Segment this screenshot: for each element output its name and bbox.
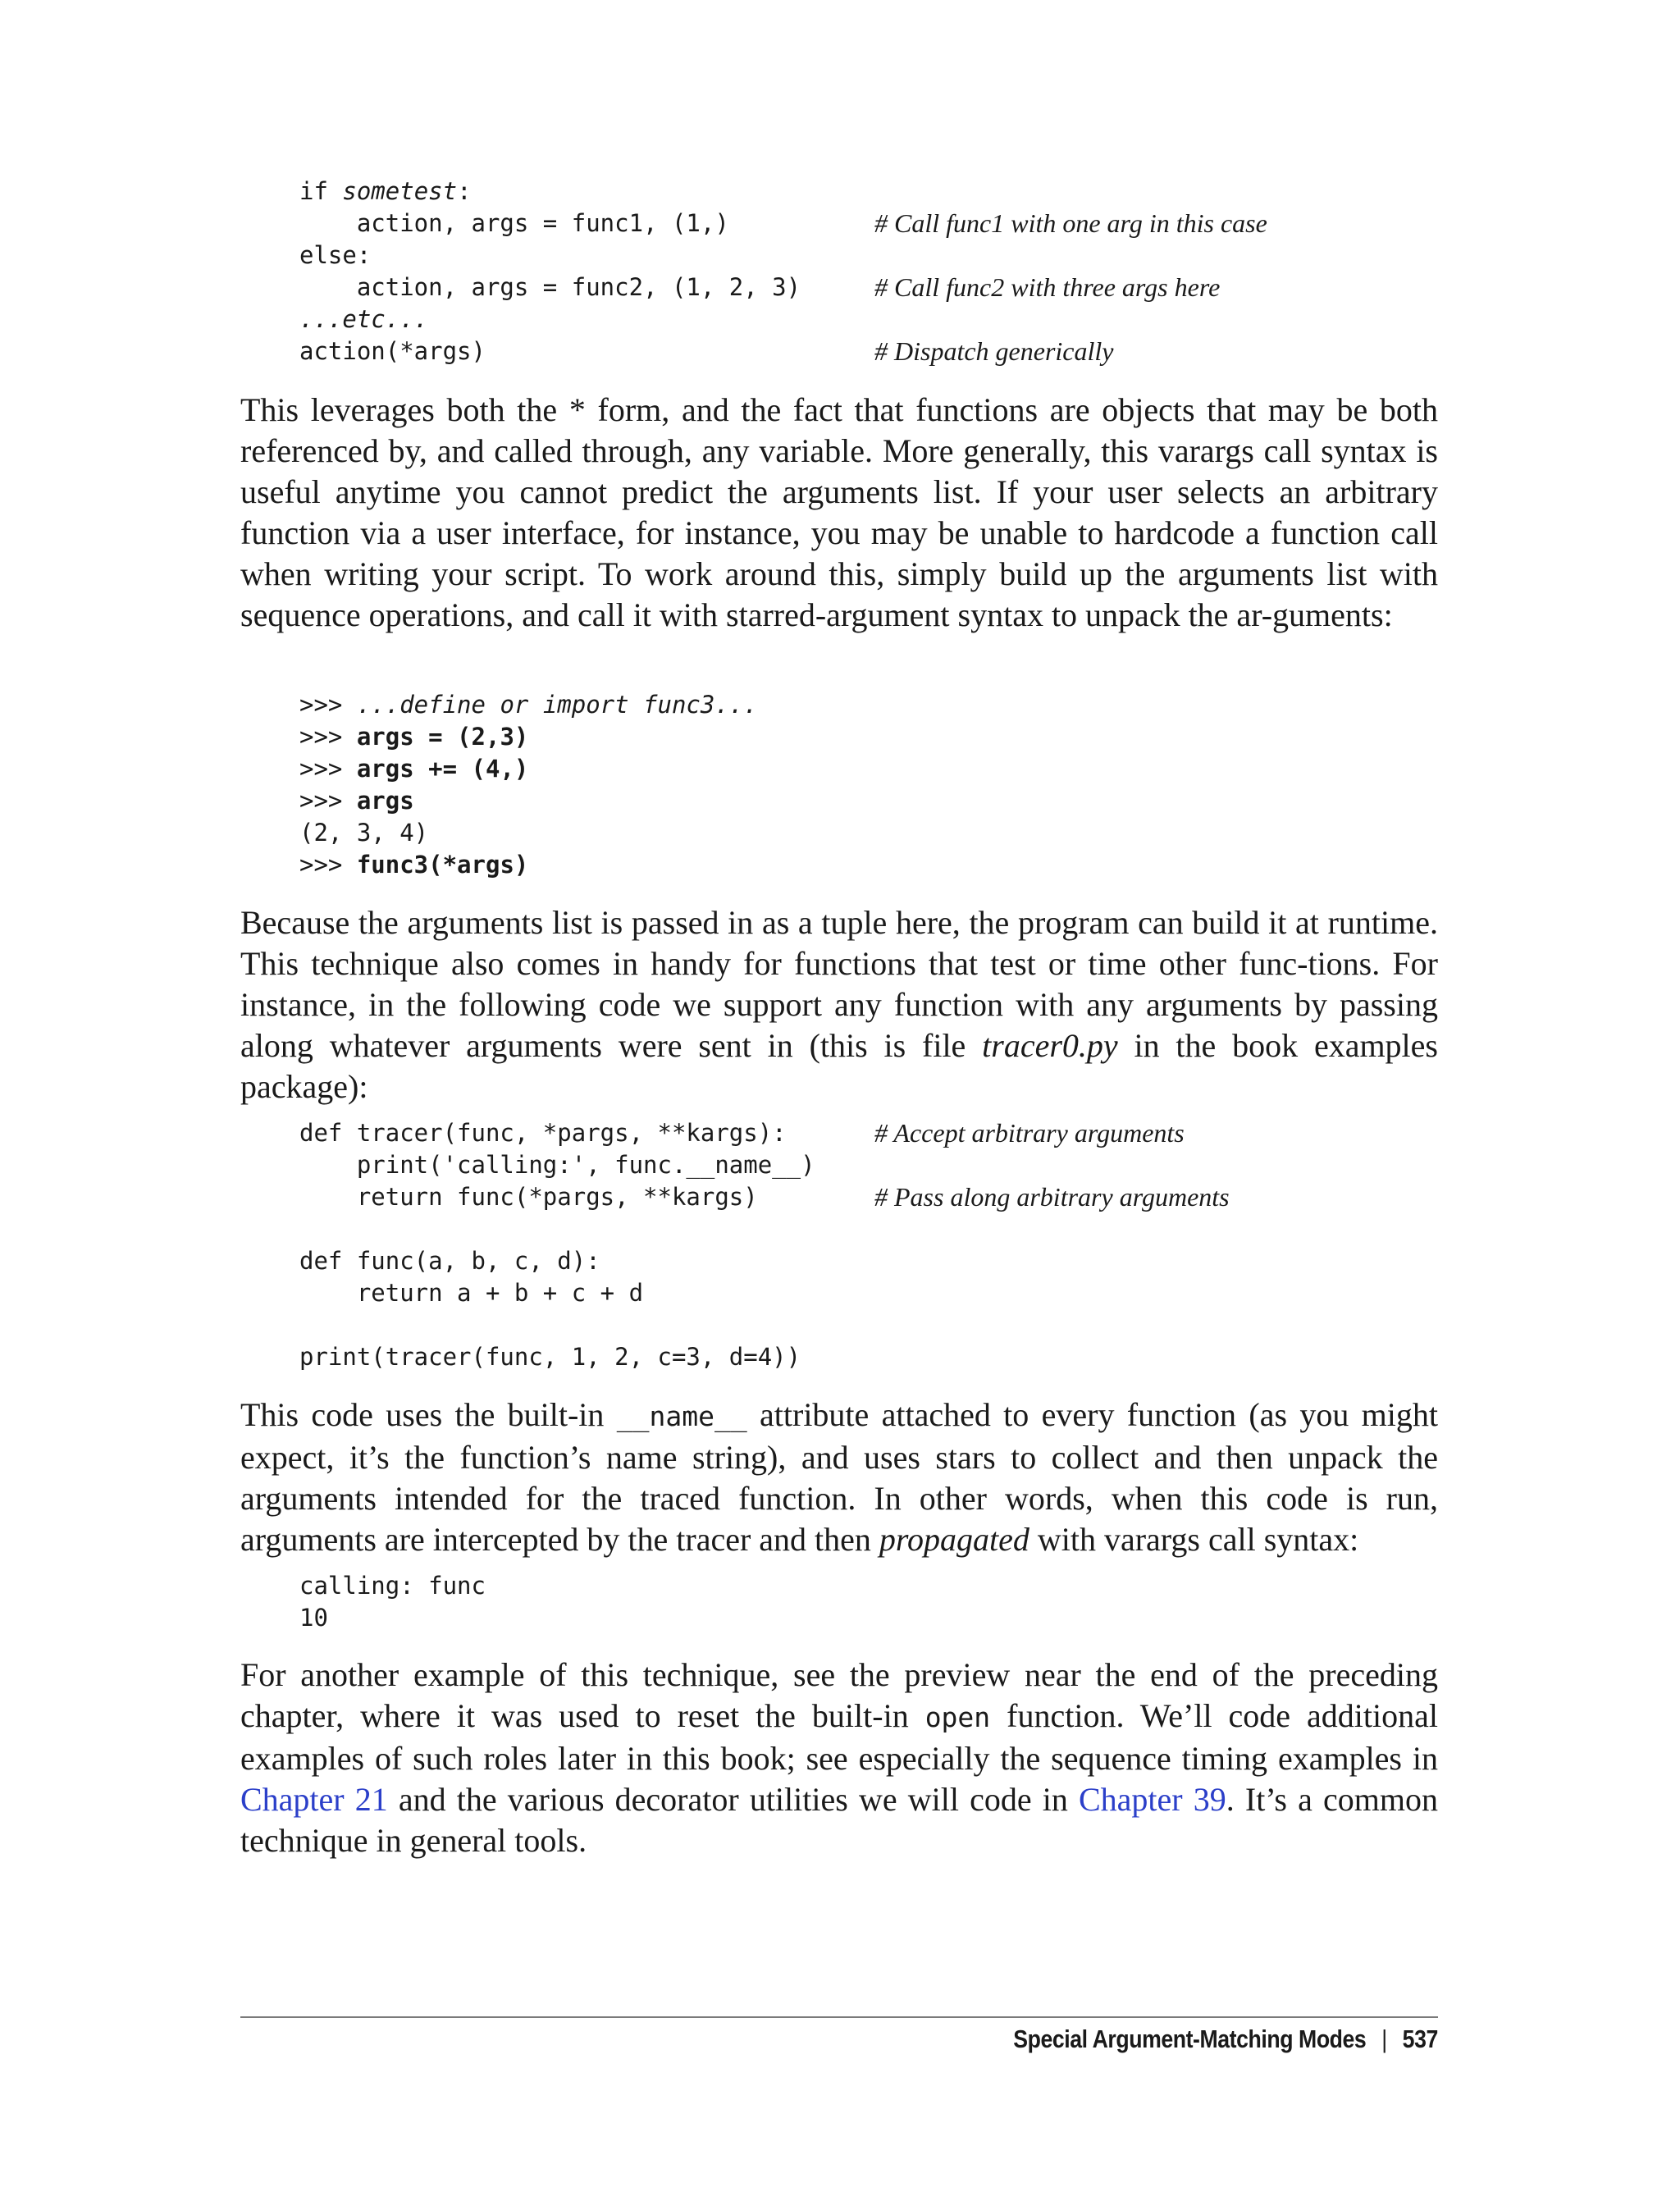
chapter-21-link[interactable]: Chapter 21 [240, 1781, 388, 1818]
code-line: else: [299, 241, 372, 269]
code-line: >>> args = (2,3) [299, 723, 529, 751]
code-line: >>> args += (4,) [299, 755, 529, 783]
section-title: Special Argument-Matching Modes [1013, 2025, 1367, 2053]
book-page [240, 0, 1438, 2205]
code-line: if sometest: [299, 177, 472, 205]
code-comment: # Dispatch generically [874, 336, 1114, 366]
code-comment: # Call func2 with three args here [874, 272, 1221, 302]
inline-code: open [924, 1701, 991, 1733]
page-number: 537 [1402, 2025, 1438, 2053]
code-line: def func(a, b, c, d): [299, 1247, 600, 1275]
code-line: ...etc... [299, 305, 429, 333]
page-footer [1013, 2025, 1438, 2054]
code-line: action, args = func2, (1, 2, 3) # Call func2 with three args here [299, 272, 1221, 302]
code-line: print('calling:', func.__name__) [299, 1151, 815, 1179]
code-line-blank [299, 1309, 815, 1341]
code-line: action(*args) # Dispatch generically [299, 336, 1114, 366]
code-block-output [240, 1570, 486, 1634]
code-comment: # Call func1 with one arg in this case [874, 208, 1267, 238]
code-line: print(tracer(func, 1, 2, c=3, d=4)) [299, 1343, 801, 1371]
code-line: return func(*pargs, **kargs) # Pass along arbitrary arguments [299, 1182, 1230, 1212]
code-line: calling: func [299, 1572, 486, 1600]
chapter-39-link[interactable]: Chapter 39 [1078, 1781, 1226, 1818]
footer-rule [240, 2016, 1438, 2018]
footer-separator: | [1381, 2025, 1387, 2053]
code-line: 10 [299, 1604, 328, 1632]
code-line: def tracer(func, *pargs, **kargs): # Accept arbitrary arguments [299, 1118, 1185, 1148]
code-line: action, args = func1, (1,) # Call func1 with one arg in this case [299, 208, 1267, 238]
paragraph-other-examples: For another example of this technique, see the preview near the end of the preceding chapter, where it was used to reset the built-in open function. We’ll code additional examples of such roles later in this book; see especially the sequence timing examples in Chapter 21 and the various decorator utilities we will code in Chapter 39. It’s a common technique in general tools. [240, 1656, 1439, 1859]
code-block-tracer [240, 1117, 1230, 1373]
emphasis: propagated [879, 1521, 1029, 1558]
code-line: >>> args [299, 787, 414, 815]
code-block-interactive [240, 689, 758, 881]
code-line: >>> ...define or import func3... [299, 691, 758, 719]
code-comment: # Pass along arbitrary arguments [874, 1182, 1230, 1212]
code-comment: # Accept arbitrary arguments [874, 1118, 1185, 1148]
code-line: return a + b + c + d [299, 1279, 644, 1307]
code-line-blank [299, 1213, 815, 1245]
code-line: >>> func3(*args) [299, 851, 529, 879]
paragraph-name-attribute: This code uses the built-in __name__ attribute attached to every function (as you might expect, it’s the function’s name string), and uses stars to collect and then unpack the arguments intended for the traced function. In other words, when this code is run, arguments are intercepted by the tracer and then propagated with varargs call syntax: [240, 1396, 1438, 1558]
code-line: (2, 3, 4) [299, 819, 429, 847]
code-block-dispatch [240, 176, 1267, 368]
file-name: tracer0.py [982, 1027, 1118, 1064]
inline-code: __name__ [616, 1400, 747, 1432]
paragraph-tracer-intro: Because the arguments list is passed in as a tuple here, the program can build it at runtime. This technique also comes in handy for functions that test or time other func-tions. For instance, in the following code we support any function with any arguments by passing along whatever arguments were sent in (this is file tracer0.py in the book examples package): [240, 904, 1438, 1105]
paragraph-varargs-dispatch: This leverages both the * form, and the fact that functions are objects that may be both referenced by, and called through, any variable. More generally, this varargs call syntax is useful anytime you cannot predict the arguments list. If your user selects an arbitrary function via a user interface, for instance, you may be unable to hardcode a function call when writing your script. To work around this, simply build up the arguments list with sequence operations, and call it with starred-argument syntax to unpack the ar-guments: [240, 391, 1438, 633]
